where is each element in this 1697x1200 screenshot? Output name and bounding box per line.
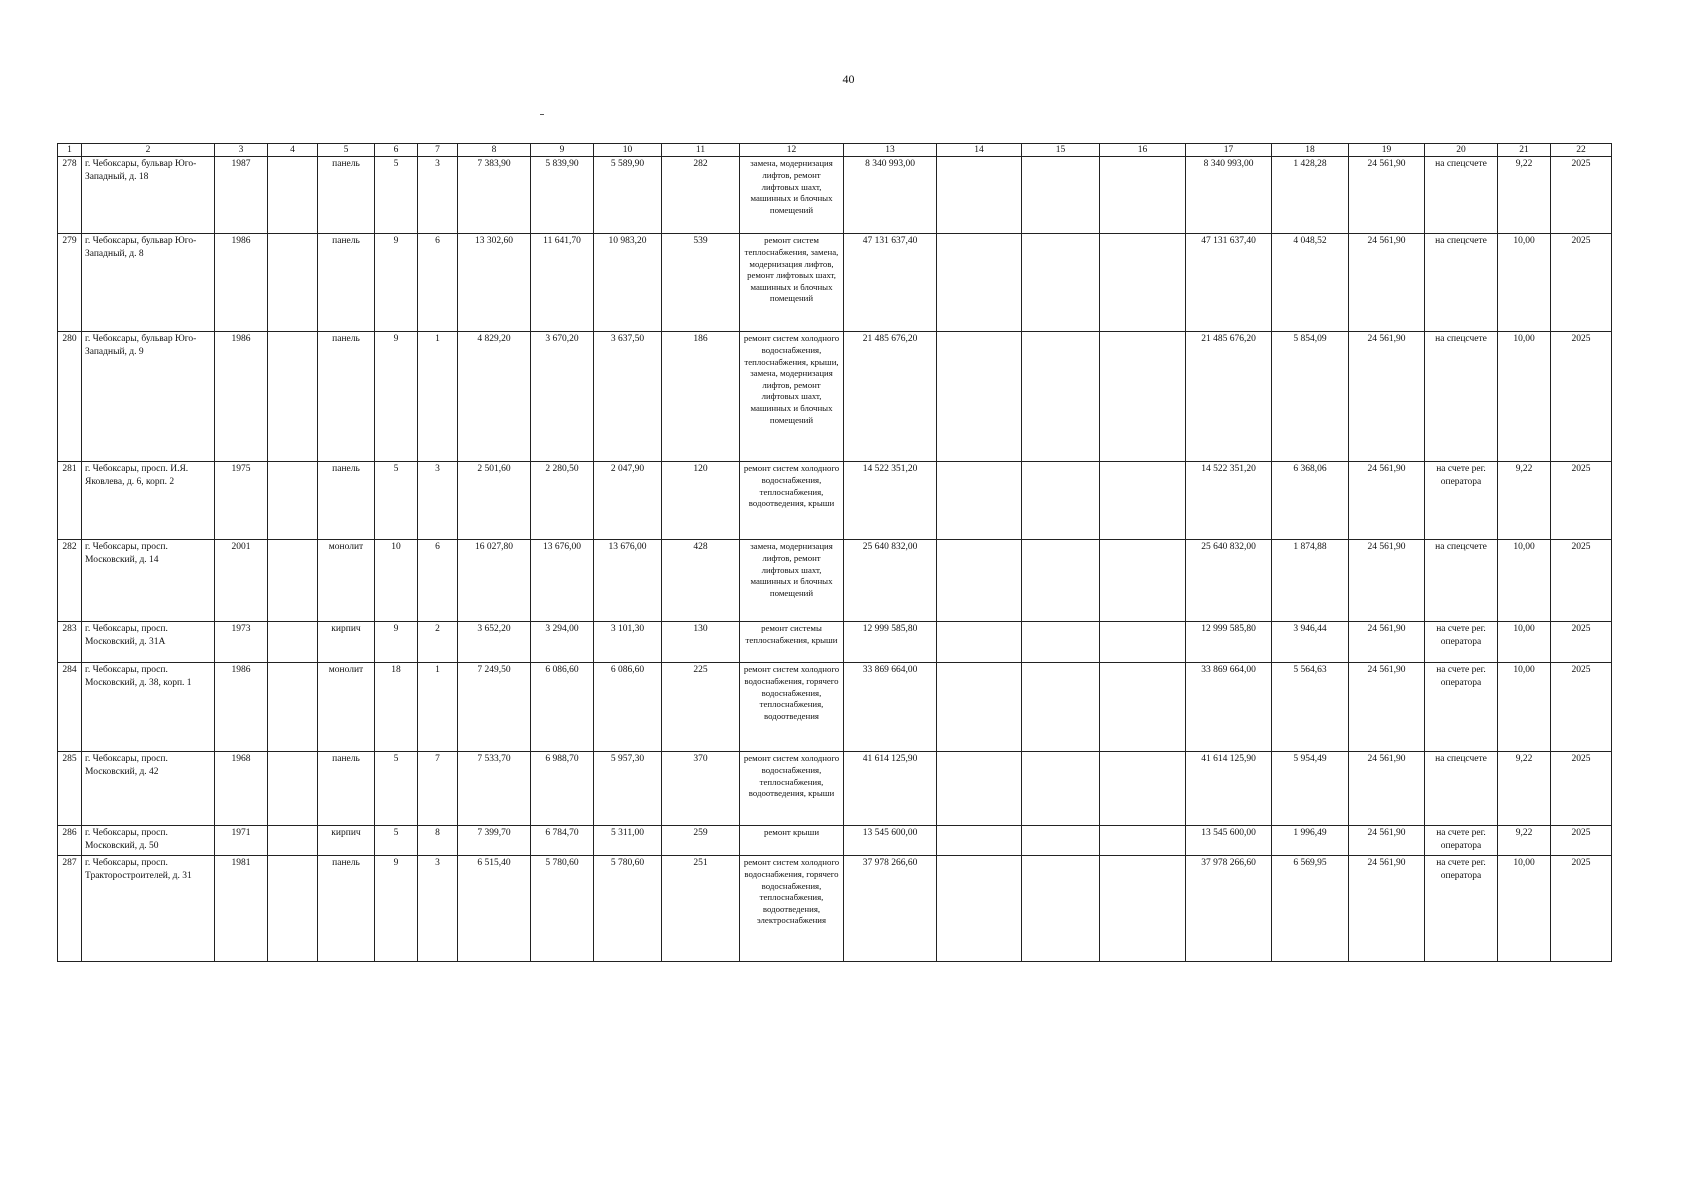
column-header-20: 20 xyxy=(1425,144,1498,157)
col16-cell xyxy=(1100,332,1186,462)
living-area-cell: 2 280,50 xyxy=(531,462,594,540)
column-header-11: 11 xyxy=(662,144,740,157)
col15-cell xyxy=(1022,157,1100,234)
residential-area-cell: 2 047,90 xyxy=(594,462,662,540)
address-cell: г. Чебоксары, просп. Московский, д. 42 xyxy=(82,752,215,826)
fund-method-cell: на счете рег. оператора xyxy=(1425,856,1498,962)
residents-cell: 370 xyxy=(662,752,740,826)
row-number: 281 xyxy=(58,462,82,540)
column-header-8: 8 xyxy=(458,144,531,157)
total-cost-cell: 8 340 993,00 xyxy=(844,157,937,234)
work-type-cell: замена, модернизация лифтов, ремонт лифтовых шахт, машинных и блочных помещений xyxy=(740,540,844,622)
fund-method-cell: на счете рег. оператора xyxy=(1425,622,1498,663)
wall-material-cell: кирпич xyxy=(318,622,375,663)
work-type-cell: ремонт систем холодного водоснабжения, теплоснабжения, водоотведения, крыши xyxy=(740,752,844,826)
address-cell: г. Чебоксары, просп. Московский, д. 38, корп. 1 xyxy=(82,663,215,752)
floors-cell: 5 xyxy=(375,462,418,540)
rate-cell: 10,00 xyxy=(1498,622,1551,663)
floors-cell: 5 xyxy=(375,826,418,856)
column-header-12: 12 xyxy=(740,144,844,157)
col14-cell xyxy=(937,540,1022,622)
max-unit-cost-cell: 24 561,90 xyxy=(1349,752,1425,826)
total-cost-cell: 47 131 637,40 xyxy=(844,234,937,332)
column-header-15: 15 xyxy=(1022,144,1100,157)
term-cell: 2025 xyxy=(1551,856,1612,962)
max-unit-cost-cell: 24 561,90 xyxy=(1349,332,1425,462)
column-header-21: 21 xyxy=(1498,144,1551,157)
residents-cell: 539 xyxy=(662,234,740,332)
total-area-cell: 16 027,80 xyxy=(458,540,531,622)
col4-cell xyxy=(268,856,318,962)
work-type-cell: ремонт систем холодного водоснабжения, теплоснабжения, крыши, замена, модернизация лифтов, ремонт лифтовых шахт, машинных и блочных помещений xyxy=(740,332,844,462)
wall-material-cell: панель xyxy=(318,856,375,962)
address-cell: г. Чебоксары, просп. И.Я. Яковлева, д. 6, корп. 2 xyxy=(82,462,215,540)
residential-area-cell: 6 086,60 xyxy=(594,663,662,752)
table-row xyxy=(58,332,1612,462)
rate-cell: 9,22 xyxy=(1498,752,1551,826)
max-unit-cost-cell: 24 561,90 xyxy=(1349,540,1425,622)
year-cell: 1975 xyxy=(215,462,268,540)
col15-cell xyxy=(1022,856,1100,962)
total-area-cell: 7 383,90 xyxy=(458,157,531,234)
page-number: 40 xyxy=(842,72,855,86)
entrances-cell: 8 xyxy=(418,826,458,856)
col4-cell xyxy=(268,332,318,462)
column-header-10: 10 xyxy=(594,144,662,157)
year-cell: 1987 xyxy=(215,157,268,234)
unit-cost-cell: 1 874,88 xyxy=(1272,540,1349,622)
year-cell: 1986 xyxy=(215,663,268,752)
residents-cell: 251 xyxy=(662,856,740,962)
wall-material-cell: панель xyxy=(318,157,375,234)
table-row xyxy=(58,540,1612,622)
fund-cost-cell: 21 485 676,20 xyxy=(1186,332,1272,462)
work-type-cell: замена, модернизация лифтов, ремонт лифтовых шахт, машинных и блочных помещений xyxy=(740,157,844,234)
floors-cell: 5 xyxy=(375,157,418,234)
floors-cell: 9 xyxy=(375,856,418,962)
max-unit-cost-cell: 24 561,90 xyxy=(1349,663,1425,752)
total-area-cell: 7 399,70 xyxy=(458,826,531,856)
col15-cell xyxy=(1022,663,1100,752)
total-area-cell: 4 829,20 xyxy=(458,332,531,462)
fund-method-cell: на счете рег. оператора xyxy=(1425,663,1498,752)
total-cost-cell: 14 522 351,20 xyxy=(844,462,937,540)
wall-material-cell: панель xyxy=(318,332,375,462)
fund-method-cell: на счете рег. оператора xyxy=(1425,462,1498,540)
unit-cost-cell: 5 854,09 xyxy=(1272,332,1349,462)
total-cost-cell: 41 614 125,90 xyxy=(844,752,937,826)
table-row xyxy=(58,856,1612,962)
col14-cell xyxy=(937,856,1022,962)
row-number: 280 xyxy=(58,332,82,462)
work-type-cell: ремонт систем холодного водоснабжения, горячего водоснабжения, теплоснабжения, водоотведения xyxy=(740,663,844,752)
total-area-cell: 7 249,50 xyxy=(458,663,531,752)
row-number: 287 xyxy=(58,856,82,962)
rate-cell: 10,00 xyxy=(1498,856,1551,962)
col4-cell xyxy=(268,752,318,826)
work-type-cell: ремонт систем теплоснабжения, замена, модернизация лифтов, ремонт лифтовых шахт, машинных и блочных помещений xyxy=(740,234,844,332)
entrances-cell: 6 xyxy=(418,540,458,622)
column-header-17: 17 xyxy=(1186,144,1272,157)
rate-cell: 9,22 xyxy=(1498,462,1551,540)
total-cost-cell: 12 999 585,80 xyxy=(844,622,937,663)
rate-cell: 10,00 xyxy=(1498,234,1551,332)
year-cell: 1971 xyxy=(215,826,268,856)
col14-cell xyxy=(937,332,1022,462)
table-row xyxy=(58,622,1612,663)
column-number-row xyxy=(58,144,1612,157)
residential-area-cell: 5 780,60 xyxy=(594,856,662,962)
col4-cell xyxy=(268,462,318,540)
floors-cell: 9 xyxy=(375,332,418,462)
residents-cell: 225 xyxy=(662,663,740,752)
living-area-cell: 6 086,60 xyxy=(531,663,594,752)
column-header-14: 14 xyxy=(937,144,1022,157)
col4-cell xyxy=(268,540,318,622)
row-number: 283 xyxy=(58,622,82,663)
address-cell: г. Чебоксары, бульвар Юго-Западный, д. 8 xyxy=(82,234,215,332)
total-cost-cell: 37 978 266,60 xyxy=(844,856,937,962)
fund-cost-cell: 25 640 832,00 xyxy=(1186,540,1272,622)
column-header-22: 22 xyxy=(1551,144,1612,157)
fund-cost-cell: 47 131 637,40 xyxy=(1186,234,1272,332)
residential-area-cell: 5 589,90 xyxy=(594,157,662,234)
col14-cell xyxy=(937,663,1022,752)
living-area-cell: 5 780,60 xyxy=(531,856,594,962)
total-area-cell: 2 501,60 xyxy=(458,462,531,540)
column-header-1: 1 xyxy=(58,144,82,157)
col4-cell xyxy=(268,234,318,332)
living-area-cell: 3 670,20 xyxy=(531,332,594,462)
table-row xyxy=(58,752,1612,826)
term-cell: 2025 xyxy=(1551,826,1612,856)
col16-cell xyxy=(1100,622,1186,663)
col15-cell xyxy=(1022,752,1100,826)
living-area-cell: 13 676,00 xyxy=(531,540,594,622)
column-header-19: 19 xyxy=(1349,144,1425,157)
scan-mark xyxy=(540,114,544,115)
residential-area-cell: 3 637,50 xyxy=(594,332,662,462)
wall-material-cell: монолит xyxy=(318,663,375,752)
col14-cell xyxy=(937,826,1022,856)
total-area-cell: 3 652,20 xyxy=(458,622,531,663)
unit-cost-cell: 6 368,06 xyxy=(1272,462,1349,540)
fund-method-cell: на спецсчете xyxy=(1425,752,1498,826)
total-area-cell: 6 515,40 xyxy=(458,856,531,962)
term-cell: 2025 xyxy=(1551,622,1612,663)
residents-cell: 259 xyxy=(662,826,740,856)
col16-cell xyxy=(1100,752,1186,826)
entrances-cell: 1 xyxy=(418,663,458,752)
residents-cell: 282 xyxy=(662,157,740,234)
col16-cell xyxy=(1100,234,1186,332)
repair-program-table xyxy=(57,143,1612,962)
column-header-3: 3 xyxy=(215,144,268,157)
entrances-cell: 7 xyxy=(418,752,458,826)
address-cell: г. Чебоксары, бульвар Юго-Западный, д. 9 xyxy=(82,332,215,462)
total-cost-cell: 25 640 832,00 xyxy=(844,540,937,622)
row-number: 282 xyxy=(58,540,82,622)
fund-method-cell: на спецсчете xyxy=(1425,332,1498,462)
work-type-cell: ремонт систем холодного водоснабжения, теплоснабжения, водоотведения, крыши xyxy=(740,462,844,540)
column-header-13: 13 xyxy=(844,144,937,157)
col14-cell xyxy=(937,234,1022,332)
wall-material-cell: монолит xyxy=(318,540,375,622)
residential-area-cell: 5 311,00 xyxy=(594,826,662,856)
column-header-9: 9 xyxy=(531,144,594,157)
fund-cost-cell: 41 614 125,90 xyxy=(1186,752,1272,826)
entrances-cell: 1 xyxy=(418,332,458,462)
wall-material-cell: панель xyxy=(318,234,375,332)
total-area-cell: 7 533,70 xyxy=(458,752,531,826)
fund-cost-cell: 37 978 266,60 xyxy=(1186,856,1272,962)
table-row xyxy=(58,826,1612,856)
living-area-cell: 3 294,00 xyxy=(531,622,594,663)
col15-cell xyxy=(1022,332,1100,462)
wall-material-cell: кирпич xyxy=(318,826,375,856)
address-cell: г. Чебоксары, бульвар Юго-Западный, д. 18 xyxy=(82,157,215,234)
column-header-5: 5 xyxy=(318,144,375,157)
max-unit-cost-cell: 24 561,90 xyxy=(1349,462,1425,540)
term-cell: 2025 xyxy=(1551,332,1612,462)
term-cell: 2025 xyxy=(1551,663,1612,752)
table-row xyxy=(58,462,1612,540)
rate-cell: 9,22 xyxy=(1498,157,1551,234)
residential-area-cell: 5 957,30 xyxy=(594,752,662,826)
fund-cost-cell: 33 869 664,00 xyxy=(1186,663,1272,752)
year-cell: 1981 xyxy=(215,856,268,962)
row-number: 285 xyxy=(58,752,82,826)
column-header-7: 7 xyxy=(418,144,458,157)
fund-cost-cell: 14 522 351,20 xyxy=(1186,462,1272,540)
table-body xyxy=(58,157,1612,962)
column-header-4: 4 xyxy=(268,144,318,157)
year-cell: 2001 xyxy=(215,540,268,622)
residential-area-cell: 3 101,30 xyxy=(594,622,662,663)
unit-cost-cell: 1 428,28 xyxy=(1272,157,1349,234)
column-header-2: 2 xyxy=(82,144,215,157)
total-cost-cell: 13 545 600,00 xyxy=(844,826,937,856)
column-header-6: 6 xyxy=(375,144,418,157)
unit-cost-cell: 1 996,49 xyxy=(1272,826,1349,856)
table-row xyxy=(58,234,1612,332)
row-number: 278 xyxy=(58,157,82,234)
col4-cell xyxy=(268,157,318,234)
year-cell: 1986 xyxy=(215,234,268,332)
living-area-cell: 6 988,70 xyxy=(531,752,594,826)
col16-cell xyxy=(1100,462,1186,540)
unit-cost-cell: 3 946,44 xyxy=(1272,622,1349,663)
entrances-cell: 3 xyxy=(418,157,458,234)
term-cell: 2025 xyxy=(1551,234,1612,332)
fund-cost-cell: 8 340 993,00 xyxy=(1186,157,1272,234)
year-cell: 1968 xyxy=(215,752,268,826)
col15-cell xyxy=(1022,826,1100,856)
row-number: 284 xyxy=(58,663,82,752)
living-area-cell: 6 784,70 xyxy=(531,826,594,856)
col14-cell xyxy=(937,462,1022,540)
entrances-cell: 2 xyxy=(418,622,458,663)
column-header-18: 18 xyxy=(1272,144,1349,157)
row-number: 279 xyxy=(58,234,82,332)
column-header-16: 16 xyxy=(1100,144,1186,157)
fund-cost-cell: 13 545 600,00 xyxy=(1186,826,1272,856)
unit-cost-cell: 4 048,52 xyxy=(1272,234,1349,332)
living-area-cell: 5 839,90 xyxy=(531,157,594,234)
work-type-cell: ремонт системы теплоснабжения, крыши xyxy=(740,622,844,663)
rate-cell: 10,00 xyxy=(1498,663,1551,752)
floors-cell: 10 xyxy=(375,540,418,622)
col15-cell xyxy=(1022,462,1100,540)
floors-cell: 18 xyxy=(375,663,418,752)
col16-cell xyxy=(1100,157,1186,234)
residents-cell: 120 xyxy=(662,462,740,540)
col16-cell xyxy=(1100,826,1186,856)
col14-cell xyxy=(937,752,1022,826)
address-cell: г. Чебоксары, просп. Тракторостроителей, д. 31 xyxy=(82,856,215,962)
unit-cost-cell: 5 564,63 xyxy=(1272,663,1349,752)
wall-material-cell: панель xyxy=(318,462,375,540)
year-cell: 1973 xyxy=(215,622,268,663)
col16-cell xyxy=(1100,856,1186,962)
col4-cell xyxy=(268,826,318,856)
residential-area-cell: 10 983,20 xyxy=(594,234,662,332)
floors-cell: 9 xyxy=(375,622,418,663)
col14-cell xyxy=(937,157,1022,234)
fund-method-cell: на спецсчете xyxy=(1425,540,1498,622)
table-row xyxy=(58,157,1612,234)
rate-cell: 10,00 xyxy=(1498,540,1551,622)
floors-cell: 5 xyxy=(375,752,418,826)
year-cell: 1986 xyxy=(215,332,268,462)
term-cell: 2025 xyxy=(1551,752,1612,826)
residents-cell: 186 xyxy=(662,332,740,462)
living-area-cell: 11 641,70 xyxy=(531,234,594,332)
max-unit-cost-cell: 24 561,90 xyxy=(1349,622,1425,663)
fund-cost-cell: 12 999 585,80 xyxy=(1186,622,1272,663)
col14-cell xyxy=(937,622,1022,663)
max-unit-cost-cell: 24 561,90 xyxy=(1349,157,1425,234)
work-type-cell: ремонт систем холодного водоснабжения, горячего водоснабжения, теплоснабжения, водоотведения, электроснабжения xyxy=(740,856,844,962)
address-cell: г. Чебоксары, просп. Московский, д. 31А xyxy=(82,622,215,663)
total-cost-cell: 21 485 676,20 xyxy=(844,332,937,462)
residents-cell: 428 xyxy=(662,540,740,622)
term-cell: 2025 xyxy=(1551,157,1612,234)
address-cell: г. Чебоксары, просп. Московский, д. 50 xyxy=(82,826,215,856)
table-row xyxy=(58,663,1612,752)
wall-material-cell: панель xyxy=(318,752,375,826)
unit-cost-cell: 6 569,95 xyxy=(1272,856,1349,962)
work-type-cell: ремонт крыши xyxy=(740,826,844,856)
col4-cell xyxy=(268,622,318,663)
term-cell: 2025 xyxy=(1551,462,1612,540)
unit-cost-cell: 5 954,49 xyxy=(1272,752,1349,826)
address-cell: г. Чебоксары, просп. Московский, д. 14 xyxy=(82,540,215,622)
rate-cell: 10,00 xyxy=(1498,332,1551,462)
col15-cell xyxy=(1022,234,1100,332)
col4-cell xyxy=(268,663,318,752)
col15-cell xyxy=(1022,540,1100,622)
col16-cell xyxy=(1100,663,1186,752)
max-unit-cost-cell: 24 561,90 xyxy=(1349,234,1425,332)
col16-cell xyxy=(1100,540,1186,622)
floors-cell: 9 xyxy=(375,234,418,332)
max-unit-cost-cell: 24 561,90 xyxy=(1349,826,1425,856)
residents-cell: 130 xyxy=(662,622,740,663)
fund-method-cell: на спецсчете xyxy=(1425,234,1498,332)
col15-cell xyxy=(1022,622,1100,663)
entrances-cell: 6 xyxy=(418,234,458,332)
total-cost-cell: 33 869 664,00 xyxy=(844,663,937,752)
max-unit-cost-cell: 24 561,90 xyxy=(1349,856,1425,962)
row-number: 286 xyxy=(58,826,82,856)
fund-method-cell: на спецсчете xyxy=(1425,157,1498,234)
entrances-cell: 3 xyxy=(418,462,458,540)
entrances-cell: 3 xyxy=(418,856,458,962)
fund-method-cell: на счете рег. оператора xyxy=(1425,826,1498,856)
term-cell: 2025 xyxy=(1551,540,1612,622)
residential-area-cell: 13 676,00 xyxy=(594,540,662,622)
total-area-cell: 13 302,60 xyxy=(458,234,531,332)
rate-cell: 9,22 xyxy=(1498,826,1551,856)
